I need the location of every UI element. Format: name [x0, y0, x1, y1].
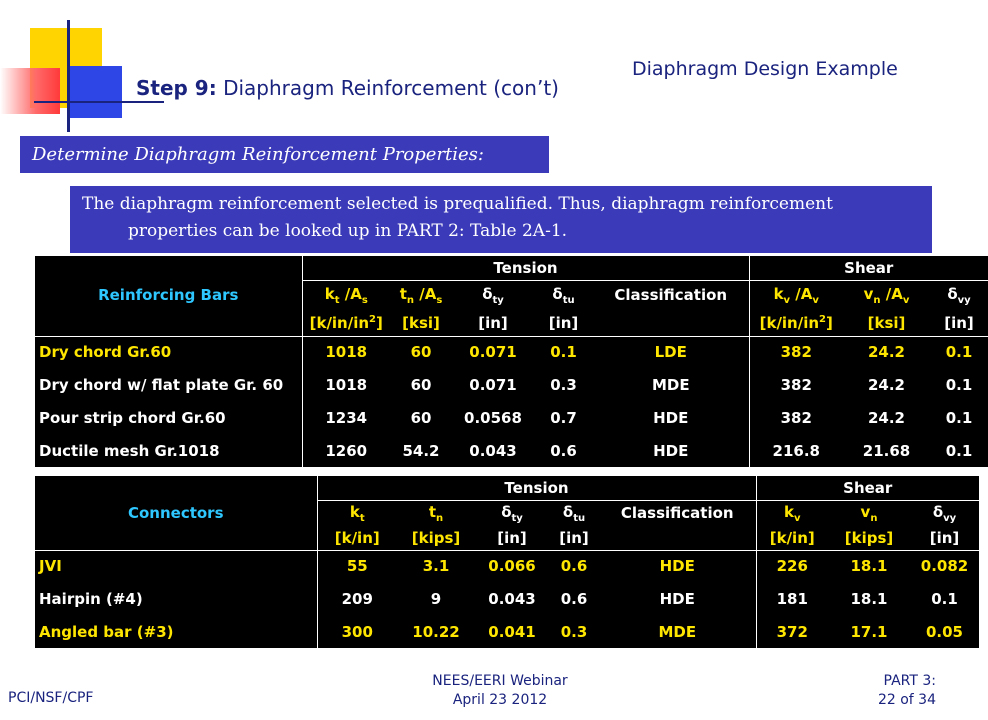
slide-title	[136, 76, 559, 100]
info-text-line1: The diaphragm reinforcement selected is prequalified. Thus, diaphragm reinforcement	[82, 194, 833, 214]
col-delta-vy: $\delta_{vy}$	[947, 284, 971, 306]
table-row: Dry chord w/ flat plate Gr. 60 1018 60 0.071 0.3 MDE 382 24.2 0.1	[35, 368, 988, 401]
table-row: Pour strip chord Gr.60 1234 60 0.0568 0.7 HDE 382 24.2 0.1	[35, 401, 988, 434]
col-delta-ty: $\delta_{ty}$	[482, 284, 504, 306]
slide-title-text: Diaphragm Reinforcement (con’t)	[216, 76, 559, 100]
col-tn: $t_n$	[428, 502, 444, 524]
col-delta-ty: $\delta_{ty}$	[501, 502, 523, 524]
decorative-blue-square	[70, 66, 122, 118]
shear-group-header: Shear	[749, 256, 988, 280]
table-row: JVI 55 3.1 0.066 0.6 HDE 226 18.1 0.082	[35, 550, 979, 582]
footer-organization: PCI/NSF/CPF	[8, 690, 94, 706]
footer-page-number: 22 of 34	[877, 692, 936, 708]
unit-vn: [kips]	[828, 526, 910, 550]
tension-group-header: Tension	[317, 476, 756, 500]
unit-kt: $[k/in/in^2]$	[302, 310, 390, 336]
decorative-horizontal-line	[34, 101, 164, 103]
col-kv: $k_v$	[756, 500, 828, 526]
unit-vn: [ksi]	[843, 310, 930, 336]
col-kt: $k_t$	[317, 500, 397, 526]
footer-event-date: April 23 2012	[452, 692, 548, 708]
col-kv-av: $k_v$ $/A_v$	[749, 280, 843, 310]
unit-kv: [k/in]	[756, 526, 828, 550]
table-row: Hairpin (#4) 209 9 0.043 0.6 HDE 181 18.1 0.1	[35, 582, 979, 615]
connectors-table	[35, 476, 979, 648]
unit-delta-vy: [in]	[930, 310, 988, 336]
col-tn-as: $t_n$ $/A_s$	[399, 284, 443, 306]
col-delta-vy: $\delta_{vy}$	[932, 502, 957, 524]
reinforcing-bars-table	[35, 256, 988, 467]
unit-delta-tu: [in]	[549, 526, 599, 550]
row-label-header: Reinforcing Bars	[98, 286, 239, 304]
unit-delta-ty: [in]	[475, 526, 549, 550]
col-classification: Classification	[614, 286, 728, 305]
col-vn-av: $v_n$ $/A_v$	[863, 284, 910, 306]
row-label-header: Connectors	[127, 504, 224, 522]
unit-kt: [k/in]	[317, 526, 397, 550]
section-heading: Determine Diaphragm Reinforcement Properties:	[20, 136, 549, 173]
col-classification: Classification	[620, 504, 734, 523]
unit-tn: [ksi]	[390, 310, 452, 336]
unit-delta-tu: [in]	[534, 310, 593, 336]
table-row: Ductile mesh Gr.1018 1260 54.2 0.043 0.6 HDE 216.8 21.68 0.1	[35, 434, 988, 467]
table-row: Dry chord Gr.60 1018 60 0.071 0.1 LDE 382 24.2 0.1	[35, 336, 988, 368]
unit-delta-ty: [in]	[452, 310, 534, 336]
shear-group-header: Shear	[756, 476, 979, 500]
table-row: Angled bar (#3) 300 10.22 0.041 0.3 MDE 372 17.1 0.05	[35, 615, 979, 648]
presentation-subtitle: Diaphragm Design Example	[632, 58, 898, 80]
col-vn: $v_n$	[860, 502, 878, 524]
col-kt-as: $k_t$ $/A_s$	[302, 280, 390, 310]
decorative-red-fade	[0, 68, 60, 114]
unit-delta-vy: [in]	[910, 526, 979, 550]
footer-event	[400, 672, 600, 710]
tension-group-header: Tension	[302, 256, 749, 280]
decorative-vertical-line	[67, 20, 70, 132]
footer-event-name: NEES/EERI Webinar	[432, 673, 568, 689]
col-delta-tu: $\delta_{tu}$	[562, 502, 586, 524]
col-delta-tu: $\delta_{tu}$	[552, 284, 575, 306]
unit-tn: [kips]	[397, 526, 475, 550]
slide-title-step: Step 9:	[136, 76, 217, 100]
info-text-line2: properties can be looked up in PART 2: Table 2A-1.	[128, 221, 568, 241]
footer-page	[840, 672, 936, 710]
unit-kv: $[k/in/in^2]$	[749, 310, 843, 336]
info-box	[70, 186, 932, 253]
footer-part: PART 3:	[883, 673, 936, 689]
